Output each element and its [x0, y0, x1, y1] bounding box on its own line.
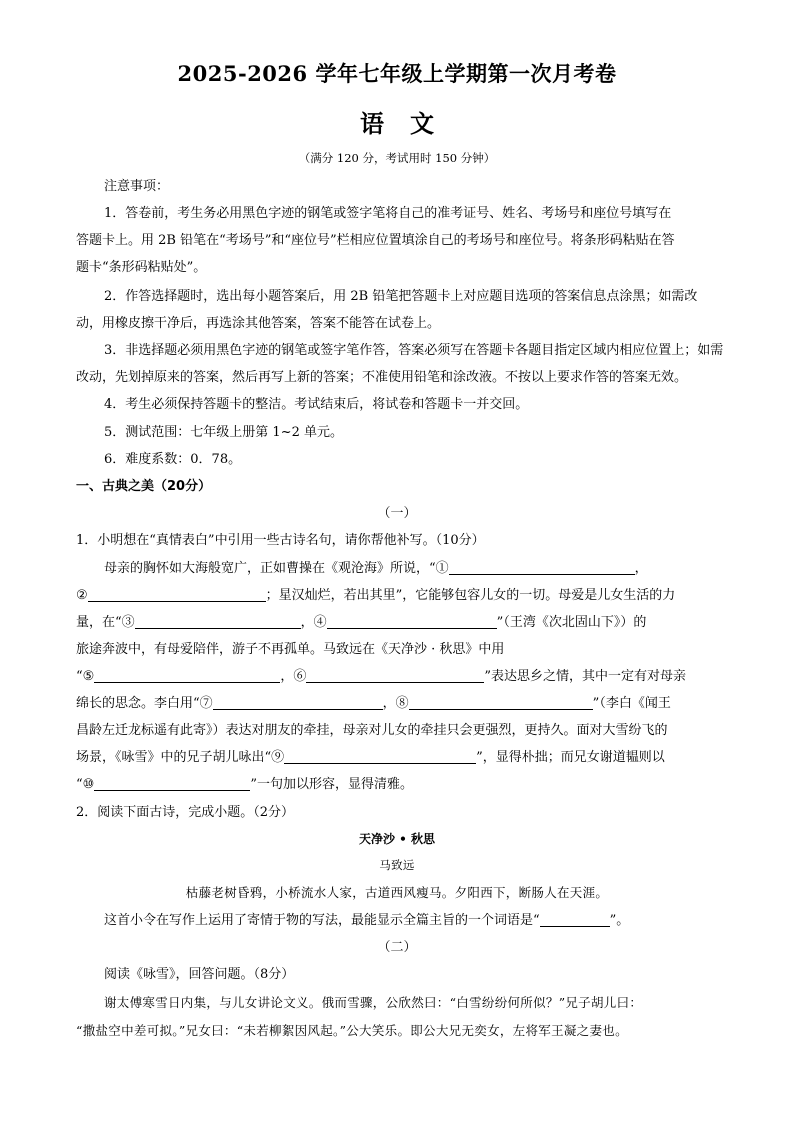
- question-text-line: [76, 664, 721, 690]
- answer-blank[interactable]: [540, 910, 610, 927]
- text-span: 绵长的思念。李白用“⑦: [76, 696, 213, 711]
- text-span: ，④: [300, 615, 327, 630]
- text-span: ”。: [609, 913, 630, 928]
- text-span: ”表达思乡之情，其中一定有对母亲: [484, 669, 686, 684]
- text-span: ；星汉灿烂，若出其里”，它能够包容儿女的一切。母爱是儿女生活的力: [265, 588, 676, 603]
- text-span: 母亲的胸怀如大海般宽广，正如曹操在《观沧海》所说，“①: [104, 561, 449, 576]
- question-text-line: [76, 691, 721, 717]
- text-span: 这首小令在写作上运用了寄情于物的写法，最能显示全篇主旨的一个词语是“: [104, 913, 540, 928]
- question-text-line: [76, 610, 721, 636]
- poem-text: 枯藤老树昏鸦，小桥流水人家，古道西风瘦马。夕阳西下，断肠人在天涯。: [185, 885, 609, 900]
- text-span: 量，在“③: [76, 615, 135, 630]
- question-stem: 1．小明想在“真情表白”中引用一些古诗名句，请你帮他补写。（10分）: [76, 533, 485, 548]
- text-span: “⑤: [76, 669, 95, 684]
- text-span: ”（王湾《次北固山下》）的: [496, 615, 647, 630]
- question-text-line: 昌龄左迁龙标遥有此寄》）表达对朋友的牵挂，母亲对儿女的牵挂只会更强烈，更持久。面对大雪纷飞的: [76, 723, 668, 738]
- answer-blank[interactable]: [409, 693, 593, 710]
- classical-text-line: 谢太傅寒雪日内集，与儿女讲论文义。俄而雪骤，公欣然曰：“白雪纷纷何所似？”兄子胡儿曰：: [104, 995, 643, 1010]
- question-text-line: [76, 772, 721, 798]
- answer-blank[interactable]: [306, 666, 484, 683]
- question-stem: 2．阅读下面古诗，完成小题。（2分）: [76, 805, 295, 820]
- answer-blank[interactable]: [449, 558, 635, 575]
- section-heading: 一、古典之美（20分）: [76, 479, 212, 494]
- part-label: （二）: [377, 940, 417, 955]
- poem-author: 马致远: [379, 858, 415, 872]
- notice-heading: 注意事项：: [104, 179, 170, 194]
- text-span: ②: [76, 588, 88, 603]
- question-text-line: [76, 556, 749, 582]
- notice-line: 3．非选择题必须用黑色字迹的钢笔或签字笔作答，答案必须写在答题卡各题目指定区域内相应位置上；如需: [104, 343, 724, 358]
- answer-blank[interactable]: [94, 666, 280, 683]
- notice-line: 动，用橡皮擦干净后，再选涂其他答案，答案不能答在试卷上。: [76, 316, 441, 331]
- notice-line: 答题卡上。用 2B 铅笔在“考场号”和“座位号”栏相应位置填涂自己的考场号和座位号。将条形码粘贴在答: [76, 233, 675, 248]
- answer-blank[interactable]: [88, 585, 266, 602]
- subject-title: 语文: [360, 109, 460, 138]
- notice-line: 6．难度系数：0．78。: [104, 452, 242, 467]
- answer-blank[interactable]: [94, 774, 250, 791]
- part-label: （一）: [377, 506, 417, 521]
- notice-line: 5．测试范围：七年级上册第 1~2 单元。: [104, 425, 343, 440]
- text-span: ，⑧: [382, 696, 409, 711]
- exam-title: 2025-2026 学年七年级上学期第一次月考卷: [177, 61, 617, 86]
- poem-title: 天净沙 • 秋思: [358, 832, 436, 846]
- notice-line: 4．考生必须保持答题卡的整洁。考试结束后，将试卷和答题卡一并交回。: [104, 397, 529, 412]
- text-span: ，⑥: [280, 669, 307, 684]
- text-span: ”，显得朴拙；而兄女谢道韫则以: [476, 750, 665, 765]
- text-span: ”一句加以形容，显得清雅。: [250, 777, 413, 792]
- text-span: 场景，《咏雪》中的兄子胡儿咏出“⑨: [76, 750, 285, 765]
- question-stem: 阅读《咏雪》，回答问题。（8分）: [104, 967, 295, 982]
- answer-blank[interactable]: [284, 747, 476, 764]
- question-text-line: [76, 908, 749, 934]
- text-span: ”（李白《闻王: [592, 696, 671, 711]
- score-time-note: （满分 120 分，考试用时 150 分钟）: [298, 151, 496, 165]
- notice-line: 1．答卷前，考生务必用黑色字迹的钢笔或签字笔将自己的准考证号、姓名、考场号和座位号填写在: [104, 206, 672, 221]
- classical-text-line: “撒盐空中差可拟。”兄女曰：“未若柳絮因风起。”公大笑乐。即公大兄无奕女，左将军王凝之妻也。: [76, 1023, 628, 1038]
- notice-line: 题卡“条形码粘贴处”。: [76, 260, 207, 275]
- question-text-line: [76, 583, 721, 609]
- answer-blank[interactable]: [327, 612, 497, 629]
- notice-line: 改动，先划掉原来的答案，然后再写上新的答案；不准使用铅笔和涂改液。不按以上要求作答的答案无效。: [76, 370, 688, 385]
- answer-blank[interactable]: [135, 612, 301, 629]
- question-text-line: [76, 745, 721, 771]
- answer-blank[interactable]: [213, 693, 383, 710]
- text-span: “⑩: [76, 777, 95, 792]
- text-span: ，: [634, 561, 648, 576]
- question-text-line: 旅途奔波中，有母爱陪伴，游子不再孤单。马致远在《天净沙 · 秋思》中用: [76, 642, 505, 657]
- notice-line: 2．作答选择题时，选出每小题答案后，用 2B 铅笔把答题卡上对应题目选项的答案信息点涂黑；如需改: [104, 289, 698, 304]
